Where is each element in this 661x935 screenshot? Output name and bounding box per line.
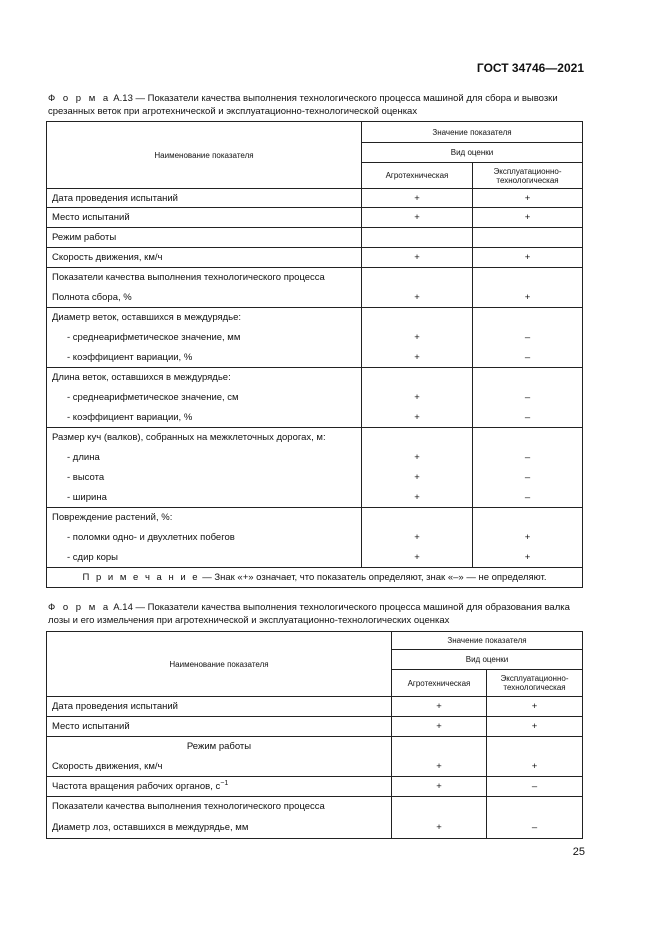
agro-mark: +: [362, 488, 473, 508]
agro-mark: [392, 737, 487, 757]
unit-exponent: −1: [220, 780, 229, 788]
table-row-name: Показатели качества выполнения технологического процесса: [47, 797, 392, 817]
expl-mark: [473, 428, 583, 448]
form-a13-title: А.13 — Показатели качества выполнения технологического процесса машиной для сбора и вывозки срезанных веток при агротехнической и эксплуатационно-технологической оценках: [48, 93, 558, 117]
form-a14-table: [46, 631, 583, 839]
table-row-name: Режим работы: [47, 228, 362, 248]
expl-mark: –: [487, 817, 583, 839]
table-row-name: - коэффициент вариации, %: [47, 348, 362, 368]
note-label: П р и м е ч а н и е: [82, 572, 200, 583]
form-label: Ф о р м а: [48, 93, 111, 104]
expl-mark: –: [473, 328, 583, 348]
agro-mark: +: [392, 777, 487, 797]
table-row-name: Дата проведения испытаний: [47, 189, 362, 208]
agro-mark: [362, 368, 473, 388]
table-row-name: - среднеарифметическое значение, мм: [47, 328, 362, 348]
agro-mark: +: [362, 548, 473, 568]
table-row-name: - длина: [47, 448, 362, 468]
form-a14-title: А.14 — Показатели качества выполнения технологического процесса машиной для образования валка лозы и его измельчения при агротехнической и эксплуатационно-технологических оценках: [48, 602, 570, 626]
form-a14-caption: [48, 602, 585, 627]
table-row-name: Скорость движения, км/ч: [47, 757, 392, 777]
standard-number: ГОСТ 34746—2021: [476, 61, 584, 75]
expl-mark: [473, 228, 583, 248]
row-name-text: Частота вращения рабочих органов, с: [52, 781, 221, 793]
table-row-name: Место испытаний: [47, 717, 392, 737]
header-evaluation-type: Вид оценки: [362, 143, 583, 163]
header-agrotechnical: Агротехническая: [392, 670, 487, 697]
expl-mark: –: [487, 777, 583, 797]
table-row-name: Место испытаний: [47, 208, 362, 228]
table-note: [47, 568, 583, 588]
table-row-name: Диаметр лоз, оставшихся в междурядье, мм: [47, 817, 392, 839]
table-row-name: Режим работы: [47, 737, 392, 757]
header-indicator-value: Значение показателя: [362, 122, 583, 143]
note-text: — Знак «+» означает, что показатель определяют, знак «–» — не определяют.: [199, 572, 547, 583]
table-row-name: Размер куч (валков), собранных на межклеточных дорогах, м:: [47, 428, 362, 448]
table-row-name: Скорость движения, км/ч: [47, 248, 362, 268]
table-row-name: Дата проведения испытаний: [47, 697, 392, 717]
expl-mark: +: [487, 757, 583, 777]
table-row-name: Повреждение растений, %:: [47, 508, 362, 528]
agro-mark: +: [362, 468, 473, 488]
agro-mark: +: [392, 717, 487, 737]
expl-mark: +: [473, 208, 583, 228]
expl-mark: +: [473, 528, 583, 548]
expl-mark: +: [473, 288, 583, 308]
agro-mark: +: [392, 817, 487, 839]
expl-mark: –: [473, 348, 583, 368]
agro-mark: [362, 508, 473, 528]
header-indicator-name: Наименование показателя: [47, 632, 392, 697]
header-indicator-value: Значение показателя: [392, 632, 583, 650]
table-row-name: Полнота сбора, %: [47, 288, 362, 308]
agro-mark: +: [392, 697, 487, 717]
agro-mark: +: [362, 189, 473, 208]
form-a13-table: [46, 121, 583, 588]
expl-mark: [487, 737, 583, 757]
agro-mark: +: [362, 208, 473, 228]
expl-mark: –: [473, 448, 583, 468]
expl-mark: [473, 268, 583, 288]
table-row-name: - поломки одно- и двухлетних побегов: [47, 528, 362, 548]
agro-mark: [392, 797, 487, 817]
agro-mark: +: [362, 328, 473, 348]
expl-mark: –: [473, 488, 583, 508]
page-number: 25: [572, 846, 585, 858]
header-evaluation-type: Вид оценки: [392, 650, 583, 670]
agro-mark: [362, 308, 473, 328]
table-row-name: - среднеарифметическое значение, см: [47, 388, 362, 408]
agro-mark: +: [362, 248, 473, 268]
header-operational: Эксплуатационно-технологическая: [487, 670, 583, 697]
expl-mark: [473, 368, 583, 388]
agro-mark: +: [362, 388, 473, 408]
agro-mark: +: [362, 408, 473, 428]
table-row-name: - сдир коры: [47, 548, 362, 568]
expl-mark: +: [473, 248, 583, 268]
agro-mark: +: [362, 448, 473, 468]
table-row-name: Длина веток, оставшихся в междурядье:: [47, 368, 362, 388]
agro-mark: [362, 228, 473, 248]
table-row-name: - высота: [47, 468, 362, 488]
table-row-name: Показатели качества выполнения технологического процесса: [47, 268, 362, 288]
expl-mark: +: [473, 189, 583, 208]
table-row-name: [47, 777, 392, 797]
expl-mark: [473, 308, 583, 328]
header-indicator-name: Наименование показателя: [47, 122, 362, 189]
agro-mark: +: [392, 757, 487, 777]
expl-mark: –: [473, 408, 583, 428]
table-row-name: - коэффициент вариации, %: [47, 408, 362, 428]
form-a13-caption: [48, 93, 585, 118]
expl-mark: [487, 797, 583, 817]
expl-mark: +: [487, 697, 583, 717]
agro-mark: [362, 428, 473, 448]
agro-mark: +: [362, 288, 473, 308]
table-row-name: - ширина: [47, 488, 362, 508]
agro-mark: +: [362, 528, 473, 548]
agro-mark: [362, 268, 473, 288]
header-agrotechnical: Агротехническая: [362, 163, 473, 189]
agro-mark: +: [362, 348, 473, 368]
expl-mark: +: [487, 717, 583, 737]
expl-mark: –: [473, 468, 583, 488]
expl-mark: –: [473, 388, 583, 408]
table-row-name: Диаметр веток, оставшихся в междурядье:: [47, 308, 362, 328]
expl-mark: [473, 508, 583, 528]
header-operational: Эксплуатационно-технологическая: [473, 163, 583, 189]
expl-mark: +: [473, 548, 583, 568]
form-label: Ф о р м а: [48, 602, 111, 613]
